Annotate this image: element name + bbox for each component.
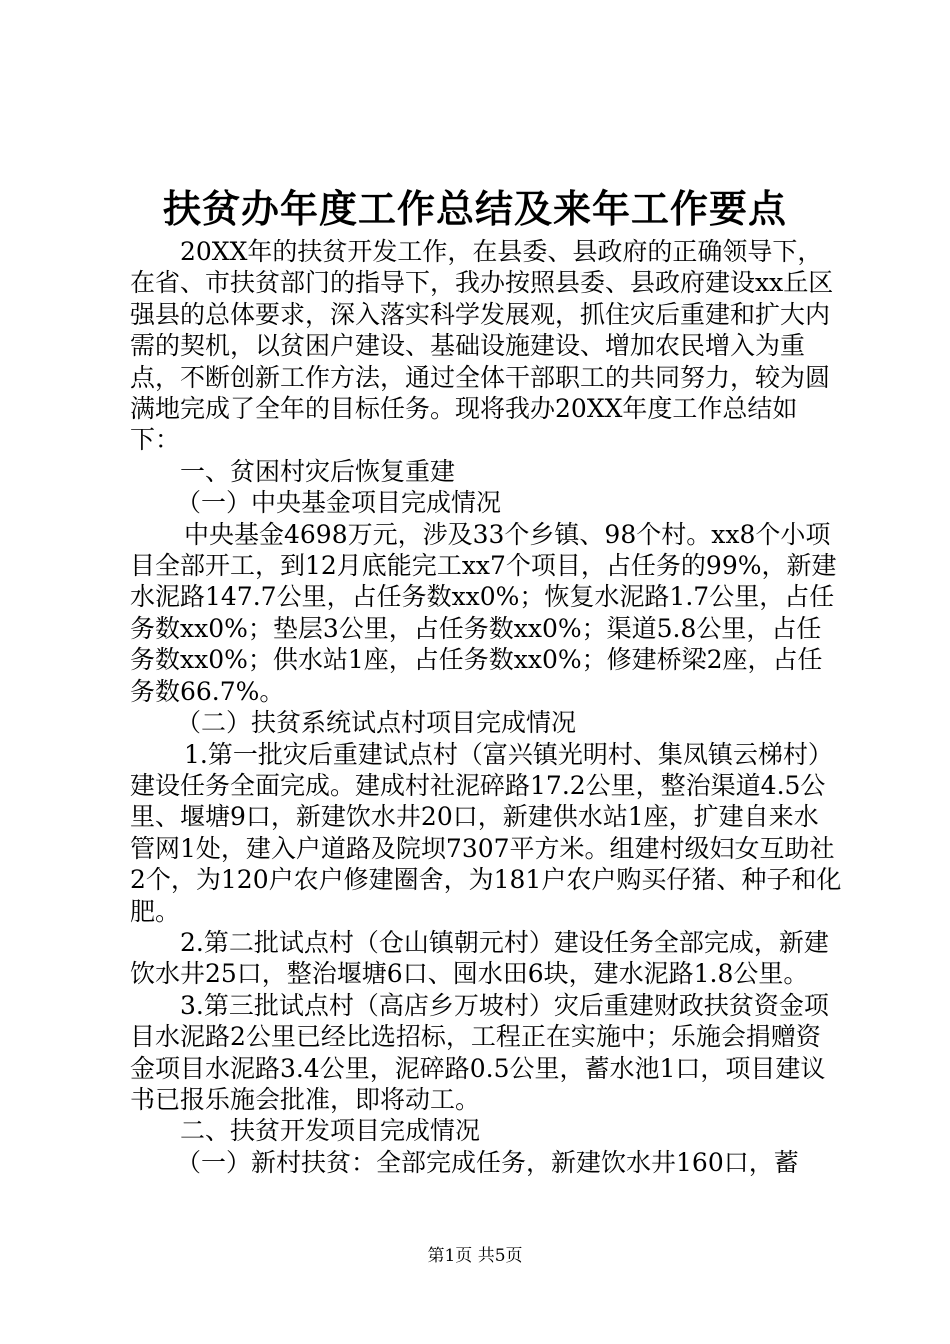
document-title: 扶贫办年度工作总结及来年工作要点 [162, 186, 787, 231]
page-footer: 第1页 共5页 [427, 1246, 523, 1266]
section-heading-2: 二、扶贫开发项目完成情况 [180, 1116, 481, 1146]
section-heading-1: 一、贫困村灾后恢复重建 [180, 456, 456, 486]
subsection-heading-2-1: （一）新村扶贫：全部完成任务，新建饮水井160口，蓄 [176, 1147, 799, 1177]
pilot-village-item-2: 2.第二批试点村（仓山镇朝元村）建设任务全部完成，新建饮水井25口，整治堰塘6口、囤水田6块，建水泥路1.8公里。 [130, 927, 829, 989]
central-fund-paragraph: 中央基金4698万元，涉及33个乡镇、98个村。xx8个小项目全部开工，到12月底能完工xx7个项目，占任务的99%，新建水泥路147.7公里，占任务数xx0%；恢复水泥路1.7公里，占任务数xx0%；垫层3公里，占任务数xx0%；渠道5.8公里，占任务数xx0%；供水站1座，占任务数xx0%；修建桥梁2座，占任务数66.7%。 [130, 519, 837, 706]
subsection-heading-1-2: （二）扶贫系统试点村项目完成情况 [176, 708, 577, 738]
pilot-village-item-1: 1.第一批灾后重建试点村（富兴镇光明村、集凤镇云梯村）建设任务全面完成。建成村社泥碎路17.2公里，整治渠道4.5公里、堰塘9口，新建饮水井20口，新建供水站1座，扩建自来水管网1处，建入户道路及院坝7307平方米。组建村级妇女互助社2个，为120户农户修建圈舍，为181户农户购买仔猪、种子和化肥。 [130, 739, 842, 926]
pilot-village-item-3: 3.第三批试点村（高店乡万坡村）灾后重建财政扶贫资金项目水泥路2公里已经比选招标，工程正在实施中；乐施会捐赠资金项目水泥路3.4公里，泥碎路0.5公里，蓄水池1口，项目建议书已报乐施会批准，即将动工。 [130, 990, 829, 1114]
document-body [130, 236, 842, 1178]
intro-paragraph: 20XX年的扶贫开发工作，在县委、县政府的正确领导下，在省、市扶贫部门的指导下，我办按照县委、县政府建设xx丘区强县的总体要求，深入落实科学发展观，抓住灾后重建和扩大内需的契机，以贫困户建设、基础设施建设、增加农民增入为重点，不断创新工作方法，通过全体干部职工的共同努力，较为圆满地完成了全年的目标任务。现将我办20XX年度工作总结如下： [130, 237, 834, 455]
subsection-heading-1-1: （一）中央基金项目完成情况 [176, 488, 502, 518]
